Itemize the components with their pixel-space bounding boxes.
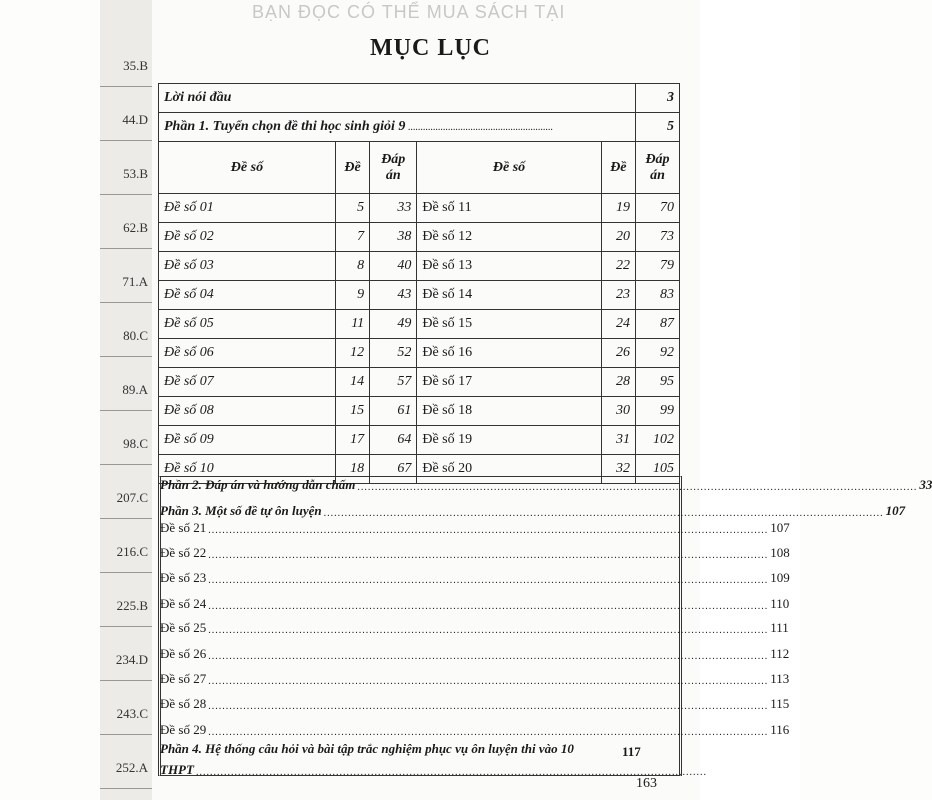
leader-dots: ................................................................................................................................................................: [208, 651, 769, 662]
entry-label: Đề số 28: [160, 696, 207, 711]
entry-answer-page: 95: [636, 368, 680, 397]
facing-page-rule: [100, 410, 152, 411]
entry-page: 108: [770, 545, 790, 560]
facing-page-rule: [100, 356, 152, 357]
toc-row-exam[interactable]: [160, 620, 789, 636]
table-row[interactable]: [159, 281, 680, 310]
entry-name: Đề số 19: [417, 426, 601, 455]
leader-dots: ................................................................................................................................................................: [208, 601, 769, 612]
entry-answer-page: 87: [636, 310, 680, 339]
toc-row-exam[interactable]: [160, 722, 790, 738]
entry-answer-page: 73: [636, 223, 680, 252]
entry-answer-page: 99: [636, 397, 680, 426]
part4-page: 117: [622, 744, 641, 759]
entry-page: 12: [335, 339, 369, 368]
entry-label: Đề số 22: [160, 545, 207, 560]
part4-label-cont: THPT: [160, 762, 194, 777]
entry-answer-page: 70: [636, 194, 680, 223]
entry-label: Đề số 24: [160, 596, 207, 611]
facing-page-answer: 216.C: [116, 544, 148, 559]
toc-row-intro[interactable]: [159, 84, 680, 113]
entry-label: Đề số 29: [160, 722, 207, 737]
facing-page-rule: [100, 518, 152, 519]
entry-answer-page: 92: [636, 339, 680, 368]
entry-page: 9: [335, 281, 369, 310]
entry-label: Phần 2. Đáp án và hướng dẫn chấm: [160, 477, 356, 492]
toc-row-exam[interactable]: [160, 671, 790, 687]
facing-page-rule: [100, 194, 152, 195]
toc-row-exam[interactable]: [160, 696, 790, 712]
entry-answer-page: 102: [636, 426, 680, 455]
entry-label: Phần 3. Một số đề tự ôn luyện: [160, 503, 322, 518]
entry-name: Đề số 05: [159, 310, 336, 339]
table-header: [159, 142, 680, 194]
toc-row-part[interactable]: [160, 477, 932, 493]
entry-page: 5: [335, 194, 369, 223]
table-row[interactable]: [159, 223, 680, 252]
part1-page: 5: [636, 113, 680, 142]
entry-answer-page: 40: [370, 252, 417, 281]
entry-answer-page: 79: [636, 252, 680, 281]
entry-page: 20: [601, 223, 635, 252]
entry-page: 113: [770, 671, 790, 686]
entry-page: 26: [601, 339, 635, 368]
facing-page-answer: 225.B: [116, 598, 148, 613]
entry-page: 30: [601, 397, 635, 426]
entry-name: Đề số 14: [417, 281, 601, 310]
entry-name: Đề số 02: [159, 223, 336, 252]
entry-page: 23: [601, 281, 635, 310]
table-row[interactable]: [159, 426, 680, 455]
toc-row-exam[interactable]: [160, 646, 790, 662]
leader-dots: ................................................................................................................................................................: [208, 575, 769, 586]
toc-table: [158, 83, 680, 484]
facing-page-edge: [100, 0, 154, 800]
entry-answer-page: 83: [636, 281, 680, 310]
leader-dots: ................................................................................................................................................................: [208, 625, 769, 636]
table-row[interactable]: [159, 252, 680, 281]
entry-name: Đề số 09: [159, 426, 336, 455]
page-title: MỤC LỤC: [370, 35, 491, 61]
entry-page: 107: [885, 503, 906, 518]
intro-label: Lời nói đầu: [159, 84, 636, 113]
entry-page: 17: [335, 426, 369, 455]
table-row[interactable]: [159, 339, 680, 368]
entry-label: Đề số 26: [160, 646, 207, 661]
entry-name: Đề số 16: [417, 339, 601, 368]
toc-row-exam[interactable]: [160, 570, 790, 586]
facing-page-rule: [100, 788, 152, 789]
facing-page-answer: 62.B: [123, 220, 148, 235]
header-right-de: Đề số: [417, 142, 601, 194]
header-left-de: Đề số: [159, 142, 336, 194]
entry-name: Đề số 06: [159, 339, 336, 368]
entry-name: Đề số 13: [417, 252, 601, 281]
leader-dots: ................................................................................................................................................................: [357, 482, 918, 493]
entry-name: Đề số 01: [159, 194, 336, 223]
table-row[interactable]: [159, 368, 680, 397]
entry-answer-page: 61: [370, 397, 417, 426]
part1-label: Phần 1. Tuyển chọn đề thi học sinh giỏi 9 ..........................................................: [159, 113, 636, 142]
entry-name: Đề số 10: [159, 455, 336, 484]
facing-page-answer: 35.B: [123, 58, 148, 73]
facing-page-rule: [100, 626, 152, 627]
entry-name: Đề số 08: [159, 397, 336, 426]
toc-row-part1[interactable]: [159, 113, 680, 142]
entry-page: 24: [601, 310, 635, 339]
entry-page: 22: [601, 252, 635, 281]
header-left-ans: Đáp án: [370, 142, 417, 194]
leader-dots: ................................................................................................................................................................: [208, 525, 769, 536]
leader-dots: ................................................................................................................................................................: [208, 676, 769, 687]
facing-page-rule: [100, 680, 152, 681]
entry-name: Đề số 15: [417, 310, 601, 339]
entry-page: 107: [770, 520, 790, 535]
entry-answer-page: 105: [636, 455, 680, 484]
table-row[interactable]: [159, 397, 680, 426]
facing-page-rule: [100, 464, 152, 465]
leader-dots: ................................................................................................................................................................: [208, 550, 769, 561]
entry-answer-page: 43: [370, 281, 417, 310]
entry-answer-page: 52: [370, 339, 417, 368]
facing-page-answer: 207.C: [116, 490, 148, 505]
entry-page: 110: [770, 596, 790, 611]
facing-page-rule: [100, 302, 152, 303]
show-through-text: BẠN ĐỌC CÓ THỂ MUA SÁCH TẠI: [252, 2, 566, 22]
header-right-page: Đề: [601, 142, 635, 194]
entry-name: Đề số 17: [417, 368, 601, 397]
header-left-page: Đề: [335, 142, 369, 194]
entry-page: 8: [335, 252, 369, 281]
facing-page-rule: [100, 734, 152, 735]
toc-row-exam[interactable]: [160, 596, 790, 612]
leader-dots: ................................................................................................................................................................: [208, 701, 769, 712]
entry-page: 109: [770, 570, 790, 585]
facing-page-answer: 252.A: [115, 760, 148, 775]
entry-page: 14: [335, 368, 369, 397]
leader-dots: ..................................................................................................................................................: [195, 767, 707, 778]
facing-page-answer: 89.A: [122, 382, 148, 397]
entry-answer-page: 64: [370, 426, 417, 455]
facing-page-rule: [100, 248, 152, 249]
toc-row-exam[interactable]: [160, 520, 790, 536]
entry-page: 7: [335, 223, 369, 252]
intro-page: 3: [636, 84, 680, 113]
toc-row-part4-line1[interactable]: [160, 741, 642, 757]
entry-answer-page: 33: [370, 194, 417, 223]
entry-label: Đề số 21: [160, 520, 207, 535]
toc-row-part4-line2[interactable]: [160, 762, 707, 778]
facing-page-answer: 71.A: [122, 274, 148, 289]
entry-page: 18: [335, 455, 369, 484]
facing-page-answer: 80.C: [123, 328, 148, 343]
entry-name: Đề số 20: [417, 455, 601, 484]
entry-name: Đề số 03: [159, 252, 336, 281]
page-number: 163: [636, 776, 657, 791]
entry-name: Đề số 18: [417, 397, 601, 426]
facing-page-answer: 53.B: [123, 166, 148, 181]
facing-page-rule: [100, 140, 152, 141]
entry-page: 112: [770, 646, 790, 661]
leader-dots: ................................................................................................................................................................: [323, 508, 884, 519]
entry-page: 32: [601, 455, 635, 484]
facing-page-answer: 243.C: [116, 706, 148, 721]
facing-page-answer: 234.D: [115, 652, 148, 667]
entry-page: 111: [770, 620, 789, 635]
table-row[interactable]: [159, 310, 680, 339]
entry-label: Đề số 27: [160, 671, 207, 686]
entry-answer-page: 49: [370, 310, 417, 339]
entry-page: 11: [335, 310, 369, 339]
part4-label: Phần 4. Hệ thống câu hỏi và bài tập trắc nghiệm phục vụ ôn luyện thi vào 10: [160, 741, 574, 756]
entry-label: Đề số 25: [160, 620, 207, 635]
entry-page: 33: [919, 477, 932, 492]
facing-page-answer: 98.C: [123, 436, 148, 451]
entry-name: Đề số 04: [159, 281, 336, 310]
entry-page: 116: [770, 722, 790, 737]
entry-page: 15: [335, 397, 369, 426]
entry-answer-page: 38: [370, 223, 417, 252]
entry-answer-page: 57: [370, 368, 417, 397]
entry-page: 28: [601, 368, 635, 397]
entry-label: Đề số 23: [160, 570, 207, 585]
entry-page: 31: [601, 426, 635, 455]
entry-page: 19: [601, 194, 635, 223]
entry-name: Đề số 12: [417, 223, 601, 252]
entry-name: Đề số 07: [159, 368, 336, 397]
toc-row-exam[interactable]: [160, 545, 790, 561]
facing-page-rule: [100, 86, 152, 87]
facing-page-rule: [100, 572, 152, 573]
entry-name: Đề số 11: [417, 194, 601, 223]
entry-page: 115: [770, 696, 790, 711]
facing-page-answer: 44.D: [122, 112, 148, 127]
table-row[interactable]: [159, 194, 680, 223]
header-right-ans: Đáp án: [636, 142, 680, 194]
leader-dots: ................................................................................................................................................................: [208, 727, 769, 738]
entry-answer-page: 67: [370, 455, 417, 484]
toc-row-part[interactable]: [160, 503, 906, 519]
